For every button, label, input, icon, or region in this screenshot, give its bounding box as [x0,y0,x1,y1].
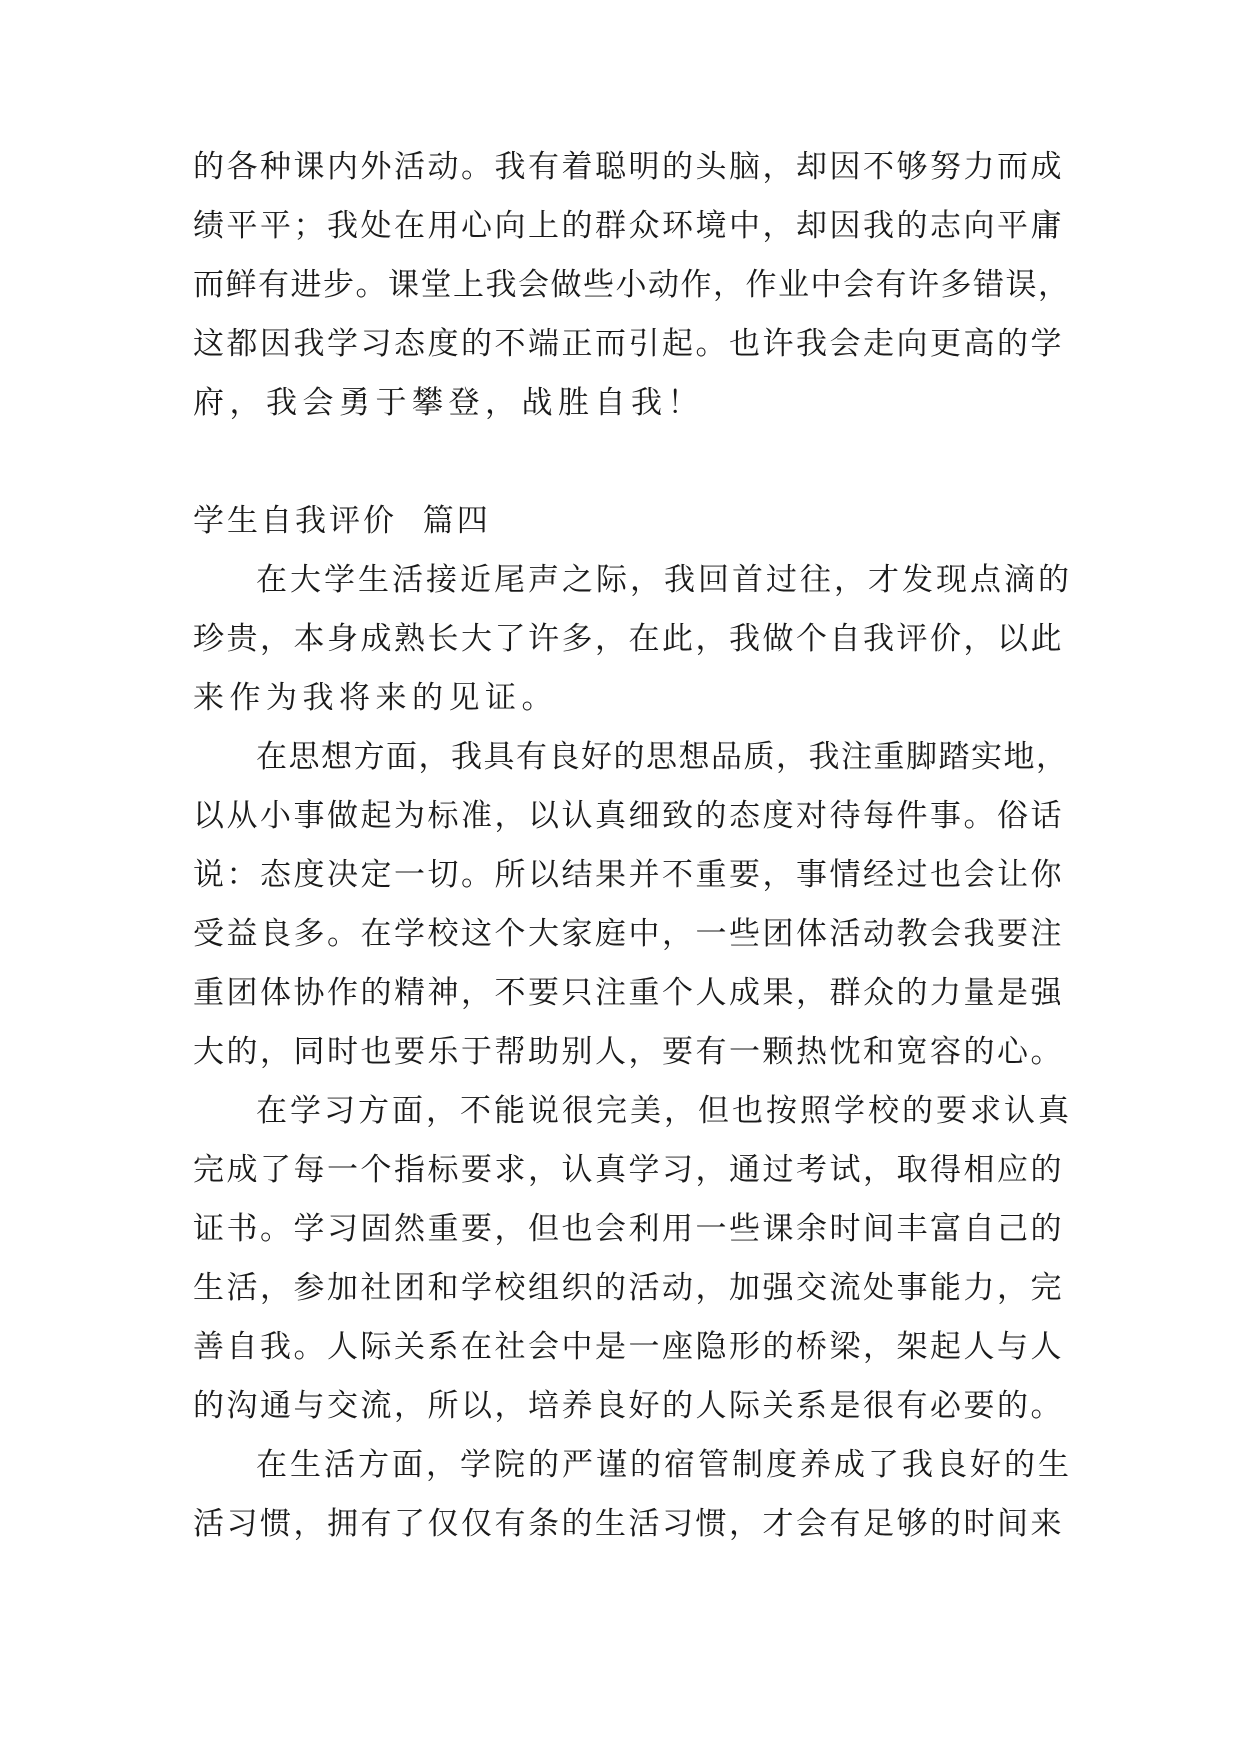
body-text-line: 这都因我学习态度的不端正而引起。也许我会走向更高的学 [193,326,1064,362]
body-text-line: 绩平平；我处在用心向上的群众环境中，却因我的志向平庸 [193,208,1064,244]
paragraph-line: 大的，同时也要乐于帮助别人，要有一颗热忱和宽容的心。 [193,1034,1064,1070]
paragraph-line: 说：态度决定一切。所以结果并不重要，事情经过也会让你 [193,857,1064,893]
body-text-line: 的各种课内外活动。我有着聪明的头脑，却因不够努力而成 [193,149,1064,185]
paragraph-line: 在学习方面，不能说很完美，但也按照学校的要求认真 [256,1093,1072,1129]
paragraph-line: 珍贵，本身成熟长大了许多，在此，我做个自我评价，以此 [193,621,1064,657]
paragraph-line: 善自我。人际关系在社会中是一座隐形的桥梁，架起人与人 [193,1329,1064,1365]
paragraph-line: 来作为我将来的见证。 [193,680,558,716]
paragraph-line: 活习惯，拥有了仅仅有条的生活习惯，才会有足够的时间来 [193,1506,1064,1542]
paragraph-line: 重团体协作的精神，不要只注重个人成果，群众的力量是强 [193,975,1064,1011]
section-heading: 学生自我评价 篇四 [193,503,491,539]
paragraph-line: 证书。学习固然重要，但也会利用一些课余时间丰富自己的 [193,1211,1064,1247]
body-text-line: 府，我会勇于攀登，战胜自我！ [193,385,704,421]
paragraph-line: 受益良多。在学校这个大家庭中，一些团体活动教会我要注 [193,916,1064,952]
paragraph-line: 以从小事做起为标准，以认真细致的态度对待每件事。俗话 [193,798,1064,834]
paragraph-line: 在大学生活接近尾声之际，我回首过往，才发现点滴的 [256,562,1072,598]
body-text-line: 而鲜有进步。课堂上我会做些小动作，作业中会有许多错误， [193,267,1071,303]
paragraph-line: 生活，参加社团和学校组织的活动，加强交流处事能力，完 [193,1270,1064,1306]
paragraph-line: 完成了每一个指标要求，认真学习，通过考试，取得相应的 [193,1152,1064,1188]
paragraph-line: 在思想方面，我具有良好的思想品质，我注重脚踏实地， [256,739,1069,775]
paragraph-line: 的沟通与交流，所以，培养良好的人际关系是很有必要的。 [193,1388,1064,1424]
paragraph-line: 在生活方面，学院的严谨的宿管制度养成了我良好的生 [256,1447,1072,1483]
